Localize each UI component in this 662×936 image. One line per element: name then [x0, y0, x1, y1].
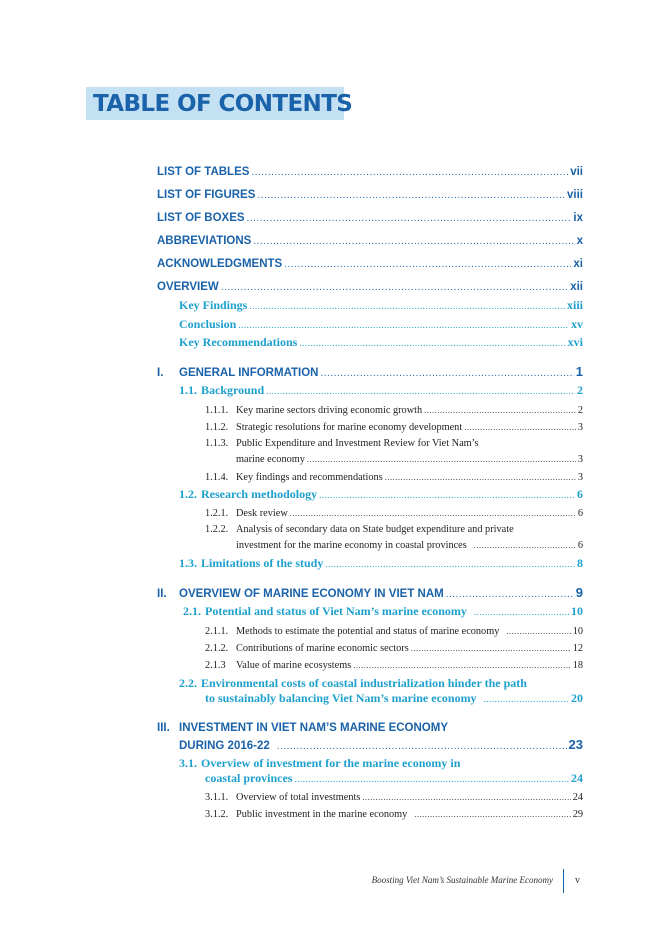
- dot-leader: [307, 452, 576, 466]
- chapter-number: III.: [157, 722, 170, 734]
- toc-entry-page: 6: [577, 487, 583, 501]
- subsection-number: 1.2.1.: [205, 508, 229, 519]
- toc-entry-page: 24: [572, 792, 583, 803]
- toc-entry-label: Environmental costs of coastal industrialization hinder the path: [201, 676, 527, 690]
- toc-subsection-1-2-2[interactable]: [205, 523, 514, 537]
- toc-entry-page: 29: [572, 809, 583, 820]
- subsection-number: 1.1.1.: [205, 405, 229, 416]
- toc-entry-page: viii: [567, 189, 583, 201]
- toc-entry-list-of-figures[interactable]: [157, 188, 583, 203]
- page-title: TABLE OF CONTENTS: [93, 91, 353, 117]
- subsection-number: 1.1.2.: [205, 422, 229, 433]
- toc-entry-page: 8: [577, 556, 583, 570]
- section-number: 2.1.: [183, 604, 201, 618]
- toc-entry-label: Background: [201, 383, 265, 397]
- section-number: 1.1.: [179, 383, 197, 397]
- toc-section-3-1-cont[interactable]: [205, 771, 583, 787]
- toc-entry-page: xii: [570, 281, 583, 293]
- dot-leader: [385, 470, 576, 484]
- subsection-number: 3.1.2.: [205, 809, 229, 820]
- toc-section-1-2[interactable]: [179, 487, 583, 503]
- toc-subsection-1-2-2-cont[interactable]: [236, 538, 583, 553]
- dot-leader: [299, 336, 565, 351]
- subsection-number: 2.1.3: [205, 660, 226, 671]
- toc-entry-page: 23: [568, 737, 583, 752]
- toc-subsection-2-1-1[interactable]: [205, 624, 583, 639]
- chapter-number: II.: [157, 588, 167, 600]
- toc-entry-label-cont: coastal provinces: [205, 771, 293, 785]
- toc-entry-page: 10: [571, 604, 583, 618]
- toc-chapter-3[interactable]: [157, 721, 448, 736]
- toc-entry-label: Research methodology: [201, 487, 318, 501]
- dot-leader: [266, 384, 575, 399]
- toc-entry-overview[interactable]: [157, 280, 583, 295]
- toc-subsection-1-2-1[interactable]: [205, 506, 583, 521]
- toc-entry-label: Value of marine ecosystems: [236, 660, 352, 671]
- toc-entry-label: Overview of total investments: [236, 792, 361, 803]
- toc-subsection-1-1-3[interactable]: [205, 437, 479, 451]
- toc-entry-label: GENERAL INFORMATION: [179, 367, 319, 379]
- toc-entry-label: Limitations of the study: [201, 556, 324, 570]
- toc-subsection-2-1-2[interactable]: [205, 641, 583, 656]
- toc-entry-label: OVERVIEW OF MARINE ECONOMY IN VIET NAM: [179, 588, 444, 600]
- toc-entry-label-cont: investment for the marine economy in coastal provinces: [236, 540, 467, 551]
- toc-entry-label: LIST OF FIGURES: [157, 189, 256, 201]
- toc-entry-page: 1: [575, 364, 583, 379]
- toc-entry-page: 3: [577, 454, 583, 465]
- toc-entry-label: Strategic resolutions for marine economy development: [236, 422, 463, 433]
- toc-entry-page: 3: [577, 472, 583, 483]
- toc-entry-label-cont: marine economy: [236, 454, 305, 465]
- toc-entry-page: 24: [571, 771, 583, 785]
- dot-leader: [277, 739, 567, 754]
- toc-entry-label: Public Expenditure and Investment Review for Viet Nam’s: [236, 438, 479, 449]
- toc-entry-label: Conclusion: [179, 317, 237, 331]
- toc-section-2-2-cont[interactable]: [205, 691, 583, 707]
- toc-entry-page: 12: [572, 643, 583, 654]
- dot-leader: [253, 234, 574, 249]
- footer-divider: [563, 869, 564, 893]
- toc-section-1-3[interactable]: [179, 556, 583, 572]
- subsection-number: 3.1.1.: [205, 792, 229, 803]
- toc-chapter-2[interactable]: [157, 585, 583, 602]
- toc-entry-label: OVERVIEW: [157, 281, 219, 293]
- toc-entry-label: Key marine sectors driving economic growth: [236, 405, 423, 416]
- toc-entry-list-of-tables[interactable]: [157, 165, 583, 180]
- toc-entry-conclusion[interactable]: [179, 317, 583, 333]
- toc-entry-page: 9: [575, 585, 583, 600]
- toc-entry-label: Key findings and recommendations: [236, 472, 383, 483]
- section-number: 3.1.: [179, 756, 197, 770]
- toc-entry-page: x: [576, 235, 583, 247]
- toc-entry-label: ACKNOWLEDGMENTS: [157, 258, 283, 270]
- toc-chapter-1[interactable]: [157, 364, 583, 381]
- section-number: 2.2.: [179, 676, 197, 690]
- dot-leader: [362, 790, 570, 804]
- dot-leader: [474, 538, 576, 552]
- dot-leader: [506, 624, 570, 638]
- toc-entry-label-cont: to sustainably balancing Viet Nam’s marine economy: [205, 691, 477, 705]
- toc-subsection-3-1-2[interactable]: [205, 807, 583, 822]
- dot-leader: [484, 692, 569, 707]
- toc-subsection-1-1-4[interactable]: [205, 470, 583, 485]
- toc-subsection-3-1-1[interactable]: [205, 790, 583, 805]
- toc-subsection-2-1-3[interactable]: [205, 658, 583, 673]
- toc-entry-label-cont: DURING 2016-22: [179, 740, 270, 752]
- toc-entry-page: vii: [570, 166, 583, 178]
- toc-entry-label: Analysis of secondary data on State budget expenditure and private: [236, 524, 514, 535]
- toc-entry-page: ix: [573, 212, 583, 224]
- toc-entry-page: xvi: [567, 335, 583, 349]
- dot-leader: [424, 403, 576, 417]
- subsection-number: 1.1.3.: [205, 438, 229, 449]
- toc-entry-key-recommendations[interactable]: [179, 335, 583, 351]
- toc-entry-label: Potential and status of Viet Nam’s marine economy: [205, 604, 467, 618]
- toc-entry-page: 3: [577, 422, 583, 433]
- toc-entry-label: Desk review: [236, 508, 288, 519]
- toc-entry-list-of-boxes[interactable]: [157, 211, 583, 226]
- toc-entry-page: xv: [571, 317, 583, 331]
- dot-leader: [238, 318, 569, 333]
- toc-entry-label: LIST OF BOXES: [157, 212, 245, 224]
- toc-section-2-2[interactable]: [179, 676, 527, 691]
- dot-leader: [247, 211, 572, 226]
- section-number: 1.3.: [179, 556, 197, 570]
- toc-entry-page: 2: [577, 383, 583, 397]
- toc-entry-label: Overview of investment for the marine economy in: [201, 756, 461, 770]
- dot-leader: [251, 165, 568, 180]
- toc-entry-page: xiii: [566, 298, 583, 312]
- toc-section-3-1[interactable]: [179, 756, 460, 771]
- toc-entry-page: 20: [571, 691, 583, 705]
- toc-section-2-1[interactable]: [183, 604, 583, 620]
- dot-leader: [325, 557, 575, 572]
- dot-leader: [411, 641, 571, 655]
- toc-entry-page: 6: [577, 508, 583, 519]
- subsection-number: 2.1.2.: [205, 643, 229, 654]
- subsection-number: 1.1.4.: [205, 472, 229, 483]
- toc-entry-label: INVESTMENT IN VIET NAM’S MARINE ECONOMY: [179, 722, 448, 734]
- dot-leader: [290, 506, 576, 520]
- toc-entry-abbreviations[interactable]: [157, 234, 583, 249]
- dot-leader: [221, 280, 568, 295]
- toc-entry-label: Key Recommendations: [179, 335, 298, 349]
- section-number: 1.2.: [179, 487, 197, 501]
- toc-entry-page: 10: [572, 626, 583, 637]
- dot-leader: [353, 658, 570, 672]
- toc-entry-page: xi: [573, 258, 583, 270]
- toc-entry-page: 2: [577, 405, 583, 416]
- dot-leader: [464, 420, 576, 434]
- footer-page-number: v: [575, 875, 580, 886]
- toc-entry-label: Contributions of marine economic sectors: [236, 643, 409, 654]
- dot-leader: [284, 257, 571, 272]
- toc-entry-label: Key Findings: [179, 298, 248, 312]
- toc-entry-label: LIST OF TABLES: [157, 166, 250, 178]
- dot-leader: [474, 605, 569, 620]
- toc-subsection-1-1-1[interactable]: [205, 403, 583, 418]
- toc-entry-acknowledgments[interactable]: [157, 257, 583, 272]
- toc-section-1-1[interactable]: [179, 383, 583, 399]
- toc-entry-label: Methods to estimate the potential and status of marine economy: [236, 626, 500, 637]
- dot-leader: [414, 807, 570, 821]
- toc-entry-label: Public investment in the marine economy: [236, 809, 408, 820]
- toc-entry-page: 6: [577, 540, 583, 551]
- dot-leader: [294, 772, 569, 787]
- toc-entry-page: 18: [572, 660, 583, 671]
- dot-leader: [446, 587, 574, 602]
- dot-leader: [257, 188, 565, 203]
- toc-entry-key-findings[interactable]: [179, 298, 583, 314]
- dot-leader: [319, 488, 575, 503]
- toc-entry-label: ABBREVIATIONS: [157, 235, 252, 247]
- subsection-number: 1.2.2.: [205, 524, 229, 535]
- toc-subsection-1-1-3-cont[interactable]: [236, 452, 583, 467]
- dot-leader: [249, 299, 565, 314]
- toc-subsection-1-1-2[interactable]: [205, 420, 583, 435]
- toc-chapter-3-cont[interactable]: [179, 737, 583, 754]
- chapter-number: I.: [157, 367, 164, 379]
- subsection-number: 2.1.1.: [205, 626, 229, 637]
- footer-title: Boosting Viet Nam’s Sustainable Marine Economy: [371, 875, 553, 885]
- dot-leader: [321, 366, 574, 381]
